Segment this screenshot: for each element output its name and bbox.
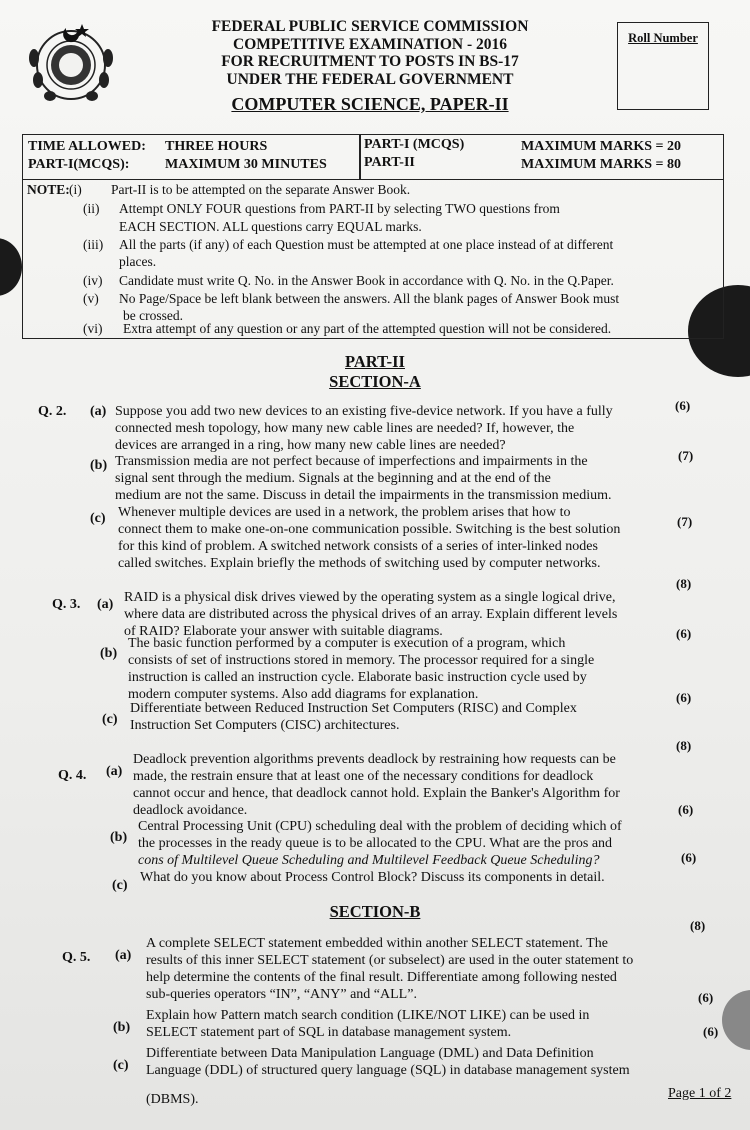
q3b-line-1: The basic function performed by a computer is execution of a program, which <box>128 636 566 651</box>
section-b-heading <box>0 902 750 922</box>
note-label-2: (ii) <box>83 201 100 216</box>
q2c-line-4: called switches. Explain briefly the methods of switching used by computer networks. <box>118 556 601 571</box>
question-number-4: Q. 4. <box>58 768 87 783</box>
exam-header <box>150 18 590 88</box>
note-label-1: (i) <box>69 182 82 197</box>
note-text-5a: No Page/Space be left blank between the answers. All the blank pages of Answer Book must <box>119 291 620 306</box>
part1-label: PART-I (MCQS) <box>364 137 465 152</box>
roll-number-label: Roll Number <box>628 31 698 45</box>
header-line-2: COMPETITIVE EXAMINATION - 2016 <box>233 35 507 53</box>
q4c-line-1: What do you know about Process Control Block? Discuss its components in detail. <box>140 870 605 885</box>
q4-part-c-marks: (6) <box>681 850 697 865</box>
q4a-line-3: cannot occur and hence, that deadlock cannot hold. Explain the Banker's Algorithm for <box>133 786 620 801</box>
q2-part-a-label: (a) <box>90 404 107 419</box>
q4-part-a-label: (a) <box>106 764 123 779</box>
q5b-line-1: Explain how Pattern match search condition (LIKE/NOT LIKE) can be used in <box>146 1008 590 1023</box>
q4b-line-2: the processes in the ready queue is to be allocated to the CPU. What are the pros and <box>138 836 613 851</box>
q3b-line-2: consists of set of instructions stored in memory. The processor required for a single <box>128 653 595 668</box>
q3-part-a-label: (a) <box>97 597 114 612</box>
q4b-line-1: Central Processing Unit (CPU) scheduling deal with the problem of deciding which of <box>138 819 622 834</box>
q2a-line-1: Suppose you add two new devices to an existing five-device network. If you have a fully <box>115 404 613 419</box>
fpsc-seal-icon <box>22 18 120 108</box>
q5-part-c-marks: (6) <box>703 1024 719 1039</box>
header-line-3: FOR RECRUITMENT TO POSTS IN BS-17 <box>221 53 519 70</box>
q5-part-a-label: (a) <box>115 948 132 963</box>
q3-part-c-marks: (6) <box>676 690 692 705</box>
q3a-line-1: RAID is a physical disk drives viewed by the operating system as a single logical drive, <box>124 590 616 605</box>
part1-marks: MAXIMUM MARKS = 20 <box>521 139 682 154</box>
q5a-line-4: sub-queries operators “IN”, “ANY” and “ALL”. <box>146 987 417 1002</box>
q3-part-a-marks: (8) <box>676 576 692 591</box>
table-divider <box>359 135 361 179</box>
q2c-line-1: Whenever multiple devices are used in a network, the problem arises that how to <box>118 505 571 520</box>
q4b-line-3: cons of Multilevel Queue Scheduling and Multilevel Feedback Queue Scheduling? <box>138 853 600 868</box>
q2-part-b-label: (b) <box>90 458 108 473</box>
finger-left <box>0 238 22 296</box>
q4-part-b-label: (b) <box>110 830 128 845</box>
mcq-time-label: PART-I(MCQS): <box>28 157 130 172</box>
note-text-5b: be crossed. <box>123 308 183 323</box>
q2a-line-3: devices are arranged in a ring, how many new cable lines are needed? <box>115 438 506 453</box>
q5a-line-3: help determine the contents of the final result. Differentiate among following nested <box>146 970 617 985</box>
note-text-4: Candidate must write Q. No. in the Answer Book in accordance with Q. No. in the Q.Paper. <box>119 273 614 288</box>
q3b-line-3: instruction is called an instruction cycle. Elaborate basic instruction cycle used by <box>128 670 587 685</box>
q3c-line-1: Differentiate between Reduced Instruction Set Computers (RISC) and Complex <box>130 701 577 716</box>
q2-part-b-marks: (7) <box>678 448 694 463</box>
roll-number-box <box>617 22 709 110</box>
part2-marks: MAXIMUM MARKS = 80 <box>521 157 682 172</box>
q2-part-c-marks: (7) <box>677 514 693 529</box>
q2b-line-2: signal sent through the medium. Signals at the beginning and at the end of the <box>115 471 551 486</box>
notes-box <box>22 178 724 339</box>
note-label-5: (v) <box>83 291 99 306</box>
page-number: Page 1 of 2 <box>668 1086 732 1101</box>
q4-part-c-label: (c) <box>112 878 128 893</box>
q5-part-b-marks: (6) <box>698 990 714 1005</box>
section-a-heading <box>0 372 750 392</box>
header-line-1: FEDERAL PUBLIC SERVICE COMMISSION <box>211 18 529 35</box>
q3c-line-2: Instruction Set Computers (CISC) architectures. <box>130 718 400 733</box>
section-b-text: SECTION-B <box>329 902 421 921</box>
q2-part-c-label: (c) <box>90 511 106 526</box>
question-number-3: Q. 3. <box>52 597 81 612</box>
q5c-line-3: (DBMS). <box>146 1092 199 1107</box>
q4-part-b-marks: (6) <box>678 802 694 817</box>
note-label-6: (vi) <box>83 321 103 336</box>
q5c-line-1: Differentiate between Data Manipulation Language (DML) and Data Definition <box>146 1046 594 1061</box>
q4a-line-4: deadlock avoidance. <box>133 803 248 818</box>
q2b-line-3: medium are not the same. Discuss in detail the impairments in the transmission medium. <box>115 488 612 503</box>
note-text-2a: Attempt ONLY FOUR questions from PART-II by selecting TWO questions from <box>119 201 560 216</box>
q2b-line-1: Transmission media are not perfect because of imperfections and impairments in the <box>115 454 588 469</box>
note-label-3: (iii) <box>83 237 104 252</box>
subject-title: COMPUTER SCIENCE, PAPER-II <box>231 94 509 114</box>
note-text-3a: All the parts (if any) of each Question must be attempted at one place instead of at different <box>119 237 614 252</box>
q5a-line-2: results of this inner SELECT statement (or subselect) are used in the outer statement to <box>146 953 634 968</box>
q3-part-c-label: (c) <box>102 712 118 727</box>
q3a-line-3: of RAID? Elaborate your answer with suitable diagrams. <box>124 624 443 639</box>
q5b-line-2: SELECT statement part of SQL in database management system. <box>146 1025 512 1040</box>
q2a-line-2: connected mesh topology, how many new cable lines are needed? If, however, the <box>115 421 575 436</box>
q5-part-c-label: (c) <box>113 1058 129 1073</box>
q5-part-a-marks: (8) <box>690 918 706 933</box>
section-a-text: SECTION-A <box>329 372 421 391</box>
note-text-1: Part-II is to be attempted on the separate Answer Book. <box>111 182 411 197</box>
q5-part-b-label: (b) <box>113 1020 131 1035</box>
q5c-line-2: Language (DDL) of structured query language (SQL) in database management system <box>146 1063 630 1078</box>
question-number-5: Q. 5. <box>62 950 91 965</box>
time-allowed-label: TIME ALLOWED: <box>28 139 146 154</box>
mcq-time-value: MAXIMUM 30 MINUTES <box>165 157 327 172</box>
part2-label: PART-II <box>364 155 415 170</box>
q4a-line-2: made, the restrain ensure that at least one of the necessary conditions for deadlock <box>133 769 594 784</box>
q4-part-a-marks: (8) <box>676 738 692 753</box>
q2-part-a-marks: (6) <box>675 398 691 413</box>
q3-part-b-label: (b) <box>100 646 118 661</box>
q2c-line-2: connect them to make one-on-one communication possible. Switching is the best solution <box>118 522 621 537</box>
q4a-line-1: Deadlock prevention algorithms prevents deadlock by restraining how requests can be <box>133 752 616 767</box>
q5a-line-1: A complete SELECT statement embedded within another SELECT statement. The <box>146 936 608 951</box>
note-text-3b: places. <box>119 254 157 269</box>
header-line-4: UNDER THE FEDERAL GOVERNMENT <box>226 70 514 88</box>
part-heading-text: PART-II <box>345 352 405 371</box>
note-title: NOTE: <box>27 182 70 197</box>
note-text-2b: EACH SECTION. ALL questions carry EQUAL marks. <box>119 219 422 234</box>
part-heading <box>0 352 750 372</box>
q3a-line-2: where data are distributed across the physical drives of an array. Explain different levels <box>124 607 618 622</box>
time-allowed-value: THREE HOURS <box>165 139 268 154</box>
q3b-line-4: modern computer systems. Also add diagrams for explanation. <box>128 687 479 702</box>
time-marks-table <box>22 134 724 180</box>
note-text-6: Extra attempt of any question or any part of the attempted question will not be considered. <box>123 321 612 336</box>
q2c-line-3: for this kind of problem. A switched network consists of a series of inter-linked nodes <box>118 539 598 554</box>
question-number-2: Q. 2. <box>38 404 67 419</box>
note-label-4: (iv) <box>83 273 103 288</box>
finger-right-bottom <box>722 990 750 1050</box>
q3-part-b-marks: (6) <box>676 626 692 641</box>
